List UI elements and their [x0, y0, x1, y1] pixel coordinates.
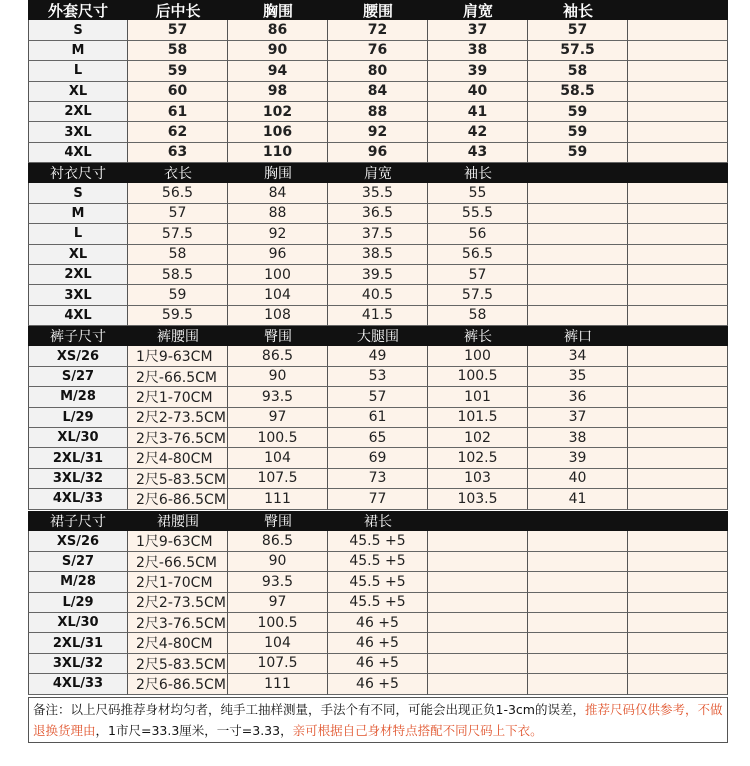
jacket-cell: 63 [128, 143, 228, 163]
skirt-cell: 1尺9-63CM [128, 531, 228, 551]
pants-cell [628, 387, 728, 407]
shirt-cell: 58 [128, 245, 228, 265]
skirt-cell [628, 552, 728, 572]
shirt-header-cell: 衣长 [164, 166, 192, 183]
shirt-header-cell: 袖长 [464, 166, 492, 183]
skirt-cell [428, 654, 528, 674]
skirt-cell: 90 [228, 552, 328, 572]
jacket-cell: 57 [128, 20, 228, 40]
shirt-cell [528, 265, 628, 285]
skirt-cell [628, 654, 728, 674]
shirt-cell: 108 [228, 306, 328, 326]
shirt-cell: XL [28, 245, 128, 265]
shirt-cell: 57.5 [428, 285, 528, 305]
pants-cell [628, 428, 728, 448]
pants-cell: 93.5 [228, 387, 328, 407]
shirt-cell [528, 245, 628, 265]
skirt-cell: 46 +5 [328, 654, 428, 674]
shirt-cell: 104 [228, 285, 328, 305]
pants-cell: 36 [528, 387, 628, 407]
jacket-cell: 37 [428, 20, 528, 40]
skirt-cell [528, 633, 628, 653]
pants-cell: 73 [328, 469, 428, 489]
shirt-cell [528, 306, 628, 326]
jacket-header-cell: 袖长 [562, 1, 593, 20]
pants-cell: M/28 [28, 387, 128, 407]
jacket-cell: 80 [328, 61, 428, 81]
skirt-cell [628, 674, 728, 694]
skirt-cell: S/27 [28, 552, 128, 572]
shirt-cell [628, 306, 728, 326]
pants-cell: 34 [528, 346, 628, 366]
pants-cell: 100.5 [428, 367, 528, 387]
jacket-header-cell: 肩宽 [462, 1, 493, 20]
pants-cell: 2尺2-73.5CM [128, 408, 228, 428]
pants-cell: 65 [328, 428, 428, 448]
shirt-cell: 56.5 [428, 245, 528, 265]
pants-cell: 2尺3-76.5CM [128, 428, 228, 448]
pants-cell: 53 [328, 367, 428, 387]
jacket-cell: 60 [128, 82, 228, 102]
jacket-header-cell: 外套尺寸 [47, 1, 108, 20]
shirt-cell: 84 [228, 183, 328, 203]
shirt-cell: 39.5 [328, 265, 428, 285]
skirt-cell: 2尺3-76.5CM [128, 613, 228, 633]
pants-header-cell: 裤口 [564, 329, 592, 346]
skirt-header-cell: 裙腰围 [157, 514, 199, 531]
pants-cell: 69 [328, 448, 428, 468]
jacket-cell: 62 [128, 122, 228, 142]
shirt-header-cell: 肩宽 [364, 166, 392, 183]
jacket-cell: 57.5 [528, 41, 628, 61]
skirt-cell: 107.5 [228, 654, 328, 674]
pants-header-cell: 臀围 [264, 329, 292, 346]
pants-cell: 39 [528, 448, 628, 468]
skirt-cell [528, 593, 628, 613]
skirt-cell: 45.5 +5 [328, 593, 428, 613]
shirt-cell: 88 [228, 204, 328, 224]
skirt-cell: 46 +5 [328, 633, 428, 653]
jacket-cell: 38 [428, 41, 528, 61]
jacket-cell: 102 [228, 102, 328, 122]
pants-header-cell: 裤腰围 [157, 329, 199, 346]
skirt-cell: 2尺1-70CM [128, 572, 228, 592]
jacket-cell [628, 82, 728, 102]
jacket-cell: 57 [528, 20, 628, 40]
jacket-cell: 110 [228, 143, 328, 163]
skirt-header-cell [428, 511, 528, 531]
shirt-cell: 58 [428, 306, 528, 326]
jacket-cell: 4XL [28, 143, 128, 163]
jacket-cell [628, 41, 728, 61]
jacket-cell: L [28, 61, 128, 81]
skirt-cell [428, 593, 528, 613]
shirt-cell: 3XL [28, 285, 128, 305]
pants-cell [628, 448, 728, 468]
shirt-cell [528, 204, 628, 224]
pants-cell: 104 [228, 448, 328, 468]
skirt-cell: 45.5 +5 [328, 572, 428, 592]
jacket-header-cell: 胸围 [262, 1, 293, 20]
jacket-cell: 58 [528, 61, 628, 81]
shirt-cell: 37.5 [328, 224, 428, 244]
shirt-cell [528, 183, 628, 203]
pants-cell [628, 489, 728, 509]
pants-cell: 37 [528, 408, 628, 428]
skirt-cell: 93.5 [228, 572, 328, 592]
pants-cell: 97 [228, 408, 328, 428]
skirt-header-cell: 裙子尺寸 [50, 514, 106, 531]
jacket-cell: XL [28, 82, 128, 102]
shirt-cell [628, 183, 728, 203]
pants-cell: 49 [328, 346, 428, 366]
shirt-cell: 57.5 [128, 224, 228, 244]
shirt-cell: 96 [228, 245, 328, 265]
jacket-cell: 59 [128, 61, 228, 81]
pants-cell [628, 469, 728, 489]
skirt-cell [528, 613, 628, 633]
pants-cell: 2尺-66.5CM [128, 367, 228, 387]
pants-cell: 86.5 [228, 346, 328, 366]
pants-cell: L/29 [28, 408, 128, 428]
pants-cell: 100.5 [228, 428, 328, 448]
shirt-cell [628, 285, 728, 305]
skirt-cell: M/28 [28, 572, 128, 592]
pants-cell: 102 [428, 428, 528, 448]
skirt-cell: 2尺-66.5CM [128, 552, 228, 572]
jacket-cell: 86 [228, 20, 328, 40]
jacket-cell: 40 [428, 82, 528, 102]
pants-cell: 107.5 [228, 469, 328, 489]
skirt-header-cell: 裙长 [364, 514, 392, 531]
jacket-cell [628, 143, 728, 163]
skirt-cell: 2尺4-80CM [128, 633, 228, 653]
shirt-cell: 57 [128, 204, 228, 224]
pants-cell: 2尺5-83.5CM [128, 469, 228, 489]
shirt-cell: 35.5 [328, 183, 428, 203]
jacket-cell: 76 [328, 41, 428, 61]
skirt-cell [628, 572, 728, 592]
pants-cell [628, 367, 728, 387]
pants-cell: 41 [528, 489, 628, 509]
shirt-cell: 100 [228, 265, 328, 285]
shirt-cell: L [28, 224, 128, 244]
pants-cell [628, 408, 728, 428]
jacket-cell: 58.5 [528, 82, 628, 102]
pants-cell: 61 [328, 408, 428, 428]
skirt-cell [528, 654, 628, 674]
pants-cell: 2尺4-80CM [128, 448, 228, 468]
shirt-cell: 59.5 [128, 306, 228, 326]
pants-header-cell: 大腿围 [357, 329, 399, 346]
jacket-cell: 42 [428, 122, 528, 142]
jacket-cell: 61 [128, 102, 228, 122]
jacket-cell: 92 [328, 122, 428, 142]
skirt-cell [428, 613, 528, 633]
jacket-cell: S [28, 20, 128, 40]
jacket-cell: 3XL [28, 122, 128, 142]
shirt-cell: 57 [428, 265, 528, 285]
skirt-cell: 46 +5 [328, 674, 428, 694]
jacket-cell: 90 [228, 41, 328, 61]
shirt-cell: 56 [428, 224, 528, 244]
skirt-header-cell [628, 511, 728, 531]
jacket-header-cell [628, 0, 728, 20]
jacket-cell: 43 [428, 143, 528, 163]
jacket-cell: 2XL [28, 102, 128, 122]
shirt-cell [628, 245, 728, 265]
skirt-cell: 46 +5 [328, 613, 428, 633]
skirt-cell [428, 552, 528, 572]
shirt-header-cell [528, 163, 628, 183]
pants-cell: 2XL/31 [28, 448, 128, 468]
jacket-cell: 59 [528, 102, 628, 122]
jacket-cell: 106 [228, 122, 328, 142]
size-note [28, 697, 728, 743]
skirt-cell [428, 531, 528, 551]
skirt-cell: XS/26 [28, 531, 128, 551]
skirt-cell: 2尺6-86.5CM [128, 674, 228, 694]
pants-cell: 38 [528, 428, 628, 448]
skirt-cell [628, 633, 728, 653]
jacket-cell: 72 [328, 20, 428, 40]
skirt-cell: 104 [228, 633, 328, 653]
shirt-cell: M [28, 204, 128, 224]
skirt-cell [528, 531, 628, 551]
pants-cell: 101.5 [428, 408, 528, 428]
pants-cell: 35 [528, 367, 628, 387]
skirt-cell: 3XL/32 [28, 654, 128, 674]
skirt-cell [428, 572, 528, 592]
pants-cell: 4XL/33 [28, 489, 128, 509]
jacket-header-cell: 腰围 [362, 1, 393, 20]
skirt-cell: 111 [228, 674, 328, 694]
shirt-header-cell [628, 163, 728, 183]
shirt-cell: S [28, 183, 128, 203]
shirt-cell [528, 285, 628, 305]
jacket-cell: 59 [528, 122, 628, 142]
jacket-cell: 59 [528, 143, 628, 163]
pants-cell: 77 [328, 489, 428, 509]
note-text-4: 亲可根据自己身材特点搭配不同尺码上下衣。 [292, 723, 543, 738]
jacket-cell: 98 [228, 82, 328, 102]
shirt-cell: 2XL [28, 265, 128, 285]
jacket-cell: 96 [328, 143, 428, 163]
skirt-cell: 86.5 [228, 531, 328, 551]
jacket-cell [628, 122, 728, 142]
skirt-cell: 100.5 [228, 613, 328, 633]
skirt-cell: 4XL/33 [28, 674, 128, 694]
pants-cell: XS/26 [28, 346, 128, 366]
jacket-cell [628, 20, 728, 40]
skirt-cell: L/29 [28, 593, 128, 613]
skirt-cell: 97 [228, 593, 328, 613]
skirt-header-cell: 臀围 [264, 514, 292, 531]
pants-cell: 103 [428, 469, 528, 489]
jacket-cell [628, 61, 728, 81]
skirt-cell [528, 552, 628, 572]
jacket-cell: 94 [228, 61, 328, 81]
jacket-cell: M [28, 41, 128, 61]
skirt-cell [428, 633, 528, 653]
pants-cell [628, 346, 728, 366]
shirt-cell: 55 [428, 183, 528, 203]
shirt-cell [628, 224, 728, 244]
shirt-cell [528, 224, 628, 244]
jacket-cell: 41 [428, 102, 528, 122]
shirt-cell: 41.5 [328, 306, 428, 326]
shirt-header-cell: 胸围 [264, 166, 292, 183]
pants-cell: S/27 [28, 367, 128, 387]
skirt-header-cell [528, 511, 628, 531]
pants-cell: 103.5 [428, 489, 528, 509]
skirt-cell [628, 531, 728, 551]
pants-cell: 2尺6-86.5CM [128, 489, 228, 509]
jacket-cell [628, 102, 728, 122]
shirt-cell: 56.5 [128, 183, 228, 203]
pants-cell: 111 [228, 489, 328, 509]
jacket-cell: 88 [328, 102, 428, 122]
shirt-cell: 59 [128, 285, 228, 305]
skirt-cell [528, 674, 628, 694]
jacket-header-cell: 后中长 [155, 1, 201, 20]
pants-cell: 102.5 [428, 448, 528, 468]
shirt-cell: 38.5 [328, 245, 428, 265]
pants-header-cell: 裤长 [464, 329, 492, 346]
jacket-cell: 58 [128, 41, 228, 61]
skirt-cell [628, 613, 728, 633]
pants-cell: 100 [428, 346, 528, 366]
pants-cell: 3XL/32 [28, 469, 128, 489]
jacket-cell: 39 [428, 61, 528, 81]
shirt-cell: 55.5 [428, 204, 528, 224]
shirt-cell [628, 265, 728, 285]
skirt-cell: 2XL/31 [28, 633, 128, 653]
pants-cell: 57 [328, 387, 428, 407]
skirt-cell: 2尺2-73.5CM [128, 593, 228, 613]
shirt-cell: 58.5 [128, 265, 228, 285]
pants-cell: 101 [428, 387, 528, 407]
skirt-cell: XL/30 [28, 613, 128, 633]
shirt-cell: 36.5 [328, 204, 428, 224]
shirt-cell: 4XL [28, 306, 128, 326]
skirt-cell: 45.5 +5 [328, 531, 428, 551]
note-text-3: ，1市尺=33.3厘米，一寸=3.33， [95, 723, 293, 738]
skirt-cell: 2尺5-83.5CM [128, 654, 228, 674]
pants-header-cell [628, 326, 728, 346]
pants-cell: 90 [228, 367, 328, 387]
note-text-2: 推荐尺码仅供参考，不做退换货理由 [33, 702, 723, 738]
skirt-cell [628, 593, 728, 613]
note-text-1: 备注：以上尺码推荐身材均匀者，纯手工抽样测量，手法个有不同，可能会出现正负1-3cm的误差， [33, 702, 585, 717]
pants-cell: 40 [528, 469, 628, 489]
shirt-header-cell: 衬衣尺寸 [50, 166, 106, 183]
pants-cell: XL/30 [28, 428, 128, 448]
skirt-cell [428, 674, 528, 694]
shirt-cell: 92 [228, 224, 328, 244]
pants-header-cell: 裤子尺寸 [50, 329, 106, 346]
pants-cell: 1尺9-63CM [128, 346, 228, 366]
shirt-cell [628, 204, 728, 224]
shirt-cell: 40.5 [328, 285, 428, 305]
skirt-cell: 45.5 +5 [328, 552, 428, 572]
skirt-cell [528, 572, 628, 592]
jacket-cell: 84 [328, 82, 428, 102]
pants-cell: 2尺1-70CM [128, 387, 228, 407]
